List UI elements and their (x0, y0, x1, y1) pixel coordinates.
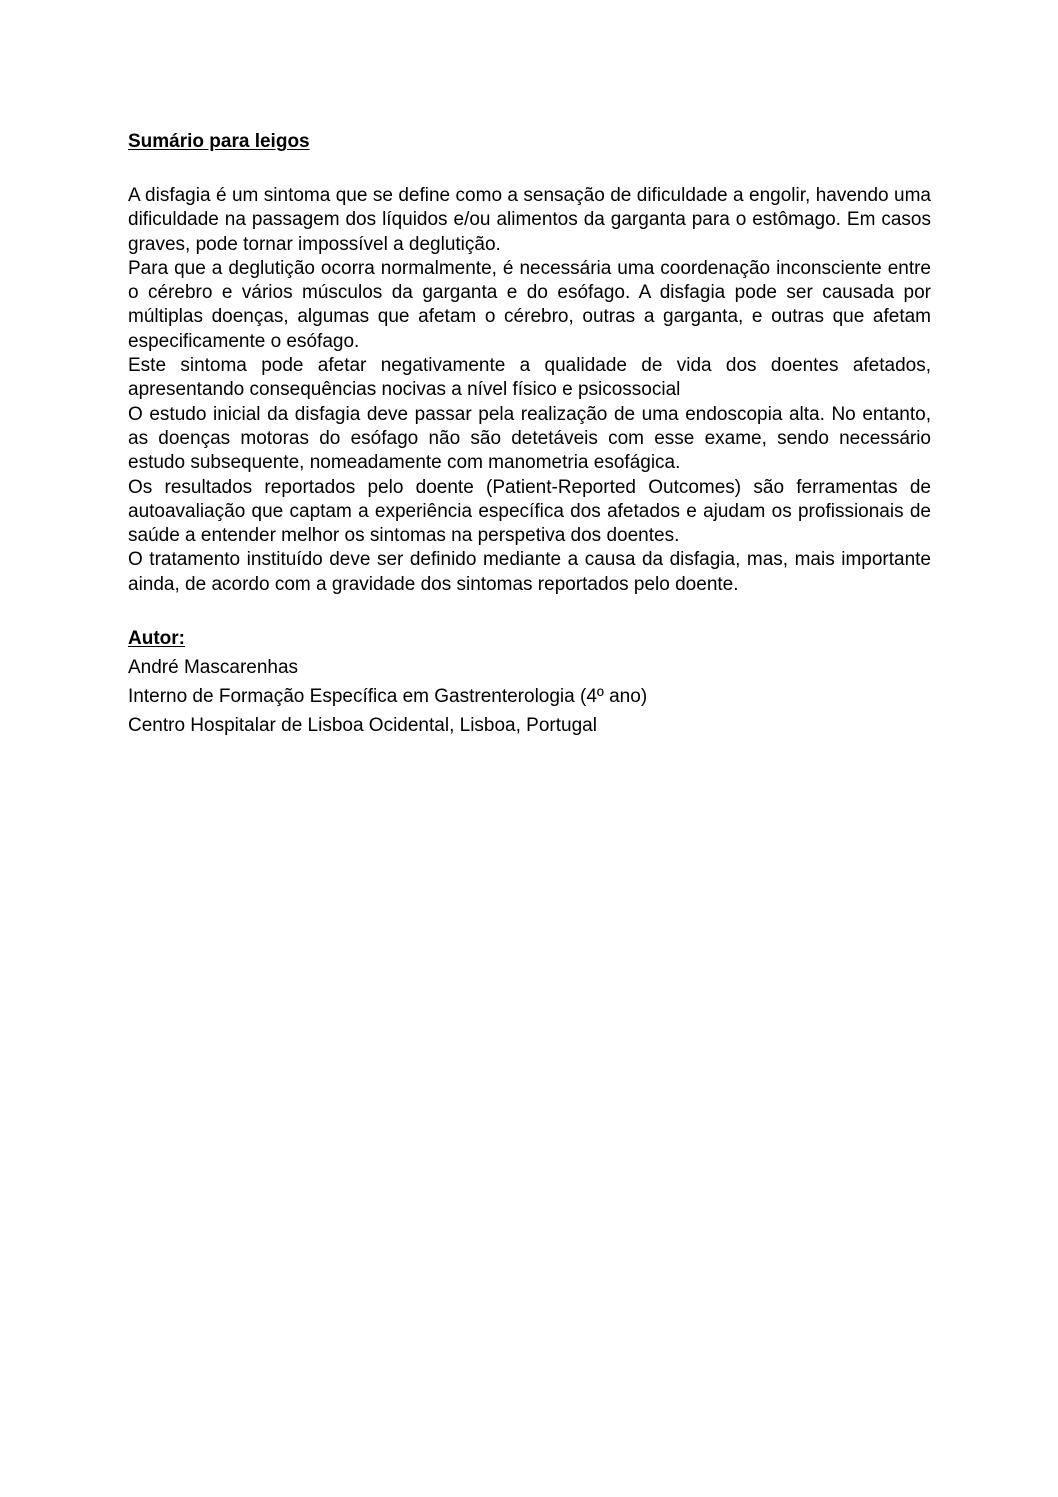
summary-paragraph: Para que a deglutição ocorra normalmente, é necessária uma coordenação inconsciente entre o cérebro e vários músculos da garganta e do esófago. A disfagia pode ser causada por múltiplas doenças, algumas que afetam o cérebro, outras a garganta, e outras que afetam especificamente o esófago. (128, 257, 931, 352)
document-content (128, 128, 931, 740)
summary-title: Sumário para leigos (128, 131, 310, 152)
author-name: André Mascarenhas (128, 657, 299, 679)
summary-paragraph: Os resultados reportados pelo doente (Patient-Reported Outcomes) são ferramentas de autoavaliação que captam a experiência específica dos afetados e ajudam os profissionais de saúde a entender melhor os sintomas na perspetiva dos doentes. (128, 476, 931, 547)
author-block (128, 625, 931, 740)
summary-paragraph: A disfagia é um sintoma que se define como a sensação de dificuldade a engolir, havendo uma dificuldade na passagem dos líquidos e/ou alimentos da garganta para o estômago. Em casos graves, pode tornar impossível a deglutição. (128, 185, 931, 255)
summary-paragraph: O tratamento instituído deve ser definido mediante a causa da disfagia, mas, mais importante ainda, de acordo com a gravidade dos sintomas reportados pelo doente. (128, 549, 931, 595)
author-heading: Autor: (128, 628, 185, 650)
summary-paragraph: O estudo inicial da disfagia deve passar pela realização de uma endoscopia alta. No entanto, as doenças motoras do esófago não são detetáveis com esse exame, sendo necessário estudo subsequente, nomeadamente com manometria esofágica. (128, 403, 931, 474)
summary-body (128, 184, 931, 597)
summary-paragraph: Este sintoma pode afetar negativamente a qualidade de vida dos doentes afetados, apresentando consequências nocivas a nível físico e psicossocial (128, 355, 931, 401)
author-institution: Centro Hospitalar de Lisboa Ocidental, Lisboa, Portugal (128, 715, 597, 737)
author-role: Interno de Formação Específica em Gastrenterologia (4º ano) (128, 686, 648, 708)
